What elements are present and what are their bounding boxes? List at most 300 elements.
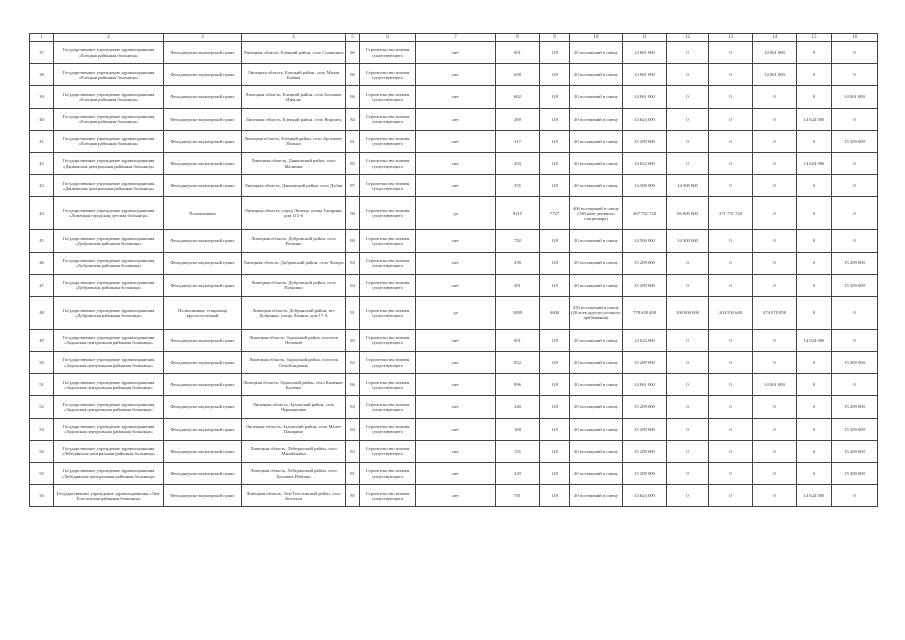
- table-cell: Государственное учреждение здравоохранения «Задонская центральная районная больница»: [54, 329, 164, 351]
- table-cell: 15 209 000: [623, 130, 667, 152]
- table-cell: 0: [667, 396, 709, 418]
- table-cell: Государственное учреждение здравоохранения «Добровская районная больница»: [54, 252, 164, 274]
- table-cell: Липецкая область, Добровский район, село Чичера: [242, 252, 346, 274]
- table-cell: 0: [667, 485, 709, 507]
- table-row: [30, 374, 878, 396]
- table-cell: 20 посещений в смену: [570, 396, 623, 418]
- table-cell: 20 посещений в смену: [570, 374, 623, 396]
- table-cell: 0: [709, 485, 753, 507]
- table-body: [30, 34, 878, 507]
- table-cell: 0: [709, 230, 753, 252]
- table-cell: Липецкая область, Елецкий район, село Воронец: [242, 108, 346, 130]
- table-cell: Строительство взамен существующего: [360, 352, 416, 374]
- table-cell: 118: [540, 274, 570, 296]
- table-cell: 42: [30, 152, 54, 174]
- table-row: [30, 296, 878, 329]
- table-cell: 118: [540, 64, 570, 86]
- table-cell: Строительство взамен существующего: [360, 152, 416, 174]
- table-cell: 14 624 000: [797, 485, 832, 507]
- table-cell: Поликлиника, стационар круглосуточный: [164, 296, 242, 329]
- table-cell: 0: [832, 485, 878, 507]
- table-cell: 83: [346, 418, 360, 440]
- table-cell: нет: [416, 440, 496, 462]
- table-cell: 55: [30, 463, 54, 485]
- table-cell: 20 посещений в смену: [570, 418, 623, 440]
- column-number: 11: [623, 34, 667, 42]
- table-cell: 0: [667, 252, 709, 274]
- table-cell: 0: [797, 274, 832, 296]
- table-cell: 37: [30, 42, 54, 64]
- table-cell: Строительство взамен существующего: [360, 485, 416, 507]
- table-cell: 14 624 000: [623, 329, 667, 351]
- table-cell: 258: [496, 252, 540, 274]
- table-cell: 50: [30, 352, 54, 374]
- table-cell: 15 209 000: [623, 252, 667, 274]
- table-cell: Строительство взамен существующего: [360, 329, 416, 351]
- table-cell: 14 624 000: [797, 108, 832, 130]
- table-row: [30, 418, 878, 440]
- table-row: [30, 130, 878, 152]
- table-cell: 0: [832, 175, 878, 197]
- table-cell: 20 посещений в смену: [570, 130, 623, 152]
- table-cell: Липецкая область, Задонский район, село Чернышовка: [242, 396, 346, 418]
- column-number: 12: [667, 34, 709, 42]
- table-cell: 0: [709, 440, 753, 462]
- table-cell: 20 посещений в смену: [570, 64, 623, 86]
- table-cell: 0: [667, 463, 709, 485]
- table-cell: Липецкая область, Елецкий район, село Малая Боёвка: [242, 64, 346, 86]
- table-cell: 0: [832, 64, 878, 86]
- data-table: [29, 33, 878, 507]
- table-cell: 86: [346, 42, 360, 64]
- table-cell: 0: [797, 252, 832, 274]
- table-cell: 0: [832, 42, 878, 64]
- table-cell: 0: [709, 108, 753, 130]
- table-cell: нет: [416, 152, 496, 174]
- table-cell: Строительство взамен существующего: [360, 418, 416, 440]
- table-cell: 0: [753, 152, 797, 174]
- table-cell: 15 209 000: [623, 396, 667, 418]
- table-cell: 14 061 000: [753, 374, 797, 396]
- table-cell: Липецкая область, Данковский район, село Дубки: [242, 175, 346, 197]
- table-cell: 20 посещений в смену: [570, 252, 623, 274]
- table-cell: нет: [416, 252, 496, 274]
- table-cell: 0: [709, 274, 753, 296]
- table-cell: 0: [797, 396, 832, 418]
- table-cell: 44: [30, 197, 54, 230]
- table-cell: 84: [346, 274, 360, 296]
- table-cell: 0: [709, 418, 753, 440]
- table-cell: 85: [346, 485, 360, 507]
- table-cell: 14 061 000: [753, 42, 797, 64]
- table-cell: 14 624 000: [623, 108, 667, 130]
- table-cell: Липецкая область, Лебедянский район, село Михайловка: [242, 440, 346, 462]
- table-cell: Липецкая область, Елецкий район, село Солнечное: [242, 42, 346, 64]
- table-row: [30, 396, 878, 418]
- table-cell: Липецкая область, Задонский район, село Малое Панарино: [242, 418, 346, 440]
- table-cell: 118: [540, 152, 570, 174]
- table-cell: 0: [797, 418, 832, 440]
- table-row: [30, 440, 878, 462]
- table-cell: 0: [667, 374, 709, 396]
- table-cell: Фельдшерско-акушерский пункт: [164, 64, 242, 86]
- table-cell: 83: [346, 396, 360, 418]
- table-cell: нет: [416, 108, 496, 130]
- table-cell: 0: [667, 152, 709, 174]
- table-cell: 0: [667, 64, 709, 86]
- table-cell: 602: [496, 86, 540, 108]
- table-row: [30, 42, 878, 64]
- table-cell: 317: [496, 130, 540, 152]
- table-cell: 0: [797, 463, 832, 485]
- table-cell: 47: [30, 274, 54, 296]
- table-cell: 14 500 000: [623, 230, 667, 252]
- table-cell: Строительство взамен существующего: [360, 463, 416, 485]
- table-cell: 118: [540, 42, 570, 64]
- table-cell: 0: [753, 274, 797, 296]
- table-cell: Фельдшерско-акушерский пункт: [164, 440, 242, 462]
- table-cell: 14 624 000: [797, 329, 832, 351]
- table-cell: 20 посещений в смену: [570, 485, 623, 507]
- table-cell: Фельдшерско-акушерский пункт: [164, 42, 242, 64]
- table-cell: 15 209 000: [832, 274, 878, 296]
- table-cell: 49: [30, 329, 54, 351]
- table-cell: 0: [753, 463, 797, 485]
- table-row: [30, 197, 878, 230]
- table-cell: 118: [540, 329, 570, 351]
- table-cell: 20 посещений в смену: [570, 152, 623, 174]
- table-cell: 335: [496, 175, 540, 197]
- table-cell: 15 209 000: [832, 396, 878, 418]
- table-cell: 0: [797, 440, 832, 462]
- table-cell: 491: [496, 274, 540, 296]
- table-cell: 14 061 000: [623, 374, 667, 396]
- column-number: 8: [496, 34, 540, 42]
- table-cell: Поликлиника: [164, 197, 242, 230]
- table-cell: 20 посещений в смену: [570, 42, 623, 64]
- table-cell: 80: [346, 230, 360, 252]
- table-cell: 0: [797, 230, 832, 252]
- table-cell: Фельдшерско-акушерский пункт: [164, 274, 242, 296]
- table-cell: 792: [496, 230, 540, 252]
- table-cell: нет: [416, 274, 496, 296]
- table-cell: 155: [496, 440, 540, 462]
- table-cell: Строительство взамен существующего: [360, 175, 416, 197]
- table-cell: Строительство взамен существующего: [360, 86, 416, 108]
- table-cell: 0: [709, 175, 753, 197]
- table-cell: 118: [540, 352, 570, 374]
- table-cell: Государственное учреждение здравоохранения «Лев-Толстовская районная больница»: [54, 485, 164, 507]
- table-cell: 83: [346, 352, 360, 374]
- table-cell: 0: [753, 418, 797, 440]
- table-cell: 118: [540, 485, 570, 507]
- table-cell: Государственное учреждение здравоохранения «Добринская районная больница»: [54, 296, 164, 329]
- table-cell: 7727: [540, 197, 570, 230]
- table-cell: 250 посещений в смену (20 коек круглосуточного пребывания): [570, 296, 623, 329]
- table-cell: Государственное учреждение здравоохранения «Елецкая районная больница»: [54, 64, 164, 86]
- table-cell: 83: [346, 329, 360, 351]
- table-cell: нет: [416, 352, 496, 374]
- table-cell: Фельдшерско-акушерский пункт: [164, 463, 242, 485]
- table-cell: 0: [832, 197, 878, 230]
- table-cell: 0: [667, 418, 709, 440]
- table-cell: 118: [540, 130, 570, 152]
- table-cell: 14 624 000: [623, 485, 667, 507]
- table-row: [30, 485, 878, 507]
- table-cell: 0: [797, 130, 832, 152]
- column-number: 2: [54, 34, 164, 42]
- table-cell: 20 посещений в смену: [570, 230, 623, 252]
- table-cell: 467 751 720: [623, 197, 667, 230]
- table-row: [30, 252, 878, 274]
- table-cell: 0: [709, 86, 753, 108]
- column-number: 10: [570, 34, 623, 42]
- table-cell: 56: [30, 485, 54, 507]
- table-cell: 0: [753, 175, 797, 197]
- table-cell: 14 061 000: [832, 86, 878, 108]
- table-cell: 0: [709, 152, 753, 174]
- table-row: [30, 352, 878, 374]
- table-cell: 15 209 000: [832, 130, 878, 152]
- table-cell: Государственное учреждение здравоохранения «Задонская центральная районная больница»: [54, 352, 164, 374]
- table-row: [30, 64, 878, 86]
- table-cell: Липецкая область, Задонский район, село Каменка-Казачье: [242, 374, 346, 396]
- table-row: [30, 108, 878, 130]
- table-cell: 118: [540, 440, 570, 462]
- table-cell: Фельдшерско-акушерский пункт: [164, 396, 242, 418]
- table-cell: 400 посещений в смену (180 коек дневного стационара): [570, 197, 623, 230]
- table-cell: 52: [30, 396, 54, 418]
- table-cell: Фельдшерско-акушерский пункт: [164, 485, 242, 507]
- table-cell: Липецкая область, Лебедянский район, село Большие Избищи: [242, 463, 346, 485]
- table-cell: 0: [709, 64, 753, 86]
- table-cell: 169: [496, 418, 540, 440]
- table-cell: нет: [416, 64, 496, 86]
- table-cell: 852: [496, 352, 540, 374]
- column-number: 13: [709, 34, 753, 42]
- table-cell: 0: [753, 396, 797, 418]
- table-cell: 91: [346, 296, 360, 329]
- table-cell: 9215: [496, 197, 540, 230]
- table-cell: Фельдшерско-акушерский пункт: [164, 252, 242, 274]
- table-cell: 118: [540, 374, 570, 396]
- table-cell: 84: [346, 108, 360, 130]
- table-cell: 3899: [496, 296, 540, 329]
- table-cell: 83: [346, 440, 360, 462]
- table-cell: 901: [496, 329, 540, 351]
- table-cell: Строительство взамен существующего: [360, 396, 416, 418]
- table-cell: 0: [667, 440, 709, 462]
- table-cell: 118: [540, 252, 570, 274]
- table-cell: Государственное учреждение здравоохранения «Данковская центральная районная больница»: [54, 175, 164, 197]
- column-number: 3: [164, 34, 242, 42]
- table-cell: 20 посещений в смену: [570, 440, 623, 462]
- table-cell: Государственное учреждение здравоохранения «Лебедянская центральная районная больница»: [54, 440, 164, 462]
- table-cell: 14 500 000: [623, 175, 667, 197]
- table-cell: 20 посещений в смену: [570, 108, 623, 130]
- table-cell: 15 209 000: [623, 463, 667, 485]
- table-cell: Фельдшерско-акушерский пункт: [164, 329, 242, 351]
- table-cell: 48: [30, 296, 54, 329]
- table-cell: Государственное учреждение здравоохранения «Елецкая районная больница»: [54, 108, 164, 130]
- table-cell: нет: [416, 329, 496, 351]
- table-cell: нет: [416, 175, 496, 197]
- table-cell: Строительство взамен существующего: [360, 42, 416, 64]
- table-cell: Фельдшерско-акушерский пункт: [164, 130, 242, 152]
- table-cell: 0: [832, 329, 878, 351]
- table-cell: 86: [346, 64, 360, 86]
- table-cell: нет: [416, 418, 496, 440]
- table-cell: 0: [667, 130, 709, 152]
- table-cell: 0: [709, 463, 753, 485]
- table-cell: Фельдшерско-акушерский пункт: [164, 230, 242, 252]
- table-cell: 658: [496, 64, 540, 86]
- table-cell: 329: [496, 463, 540, 485]
- table-cell: 0: [797, 197, 832, 230]
- table-cell: 474 078 850: [753, 296, 797, 329]
- table-cell: 0: [709, 252, 753, 274]
- table-cell: 14 061 000: [623, 64, 667, 86]
- table-cell: 86: [346, 374, 360, 396]
- table-cell: 0: [797, 64, 832, 86]
- table-cell: Строительство взамен существующего: [360, 274, 416, 296]
- table-cell: 0: [753, 440, 797, 462]
- table-cell: 81: [346, 130, 360, 152]
- table-cell: Фельдшерско-акушерский пункт: [164, 86, 242, 108]
- column-number: 4: [242, 34, 346, 42]
- column-number: 1: [30, 34, 54, 42]
- table-cell: Государственное учреждение здравоохранения «Задонская центральная районная больница»: [54, 418, 164, 440]
- table-cell: 0: [667, 352, 709, 374]
- table-row: [30, 274, 878, 296]
- table-cell: 15 209 000: [832, 440, 878, 462]
- table-cell: Государственное учреждение здравоохранения «Елецкая районная больница»: [54, 130, 164, 152]
- table-cell: 20 посещений в смену: [570, 175, 623, 197]
- table-cell: 0: [753, 108, 797, 130]
- table-cell: 83: [346, 252, 360, 274]
- column-number: 6: [360, 34, 416, 42]
- table-cell: 0: [709, 396, 753, 418]
- table-cell: 0: [753, 86, 797, 108]
- table-cell: 4000: [540, 296, 570, 329]
- table-cell: 90: [346, 197, 360, 230]
- table-cell: 0: [797, 175, 832, 197]
- table-cell: Липецкая область, Добровский район, село Пушкино: [242, 274, 346, 296]
- table-cell: 45: [30, 230, 54, 252]
- table-cell: Строительство взамен существующего: [360, 296, 416, 329]
- table-cell: 96 000 000: [667, 197, 709, 230]
- table-cell: 0: [709, 130, 753, 152]
- table-cell: 781: [496, 485, 540, 507]
- table-cell: 0: [797, 296, 832, 329]
- table-cell: Государственное учреждение здравоохранения «Добровская районная больница»: [54, 230, 164, 252]
- table-cell: 39: [30, 86, 54, 108]
- table-cell: Липецкая область, Елецкий район, село Аргамачь-Пальна: [242, 130, 346, 152]
- table-cell: 0: [797, 352, 832, 374]
- table-cell: 118: [540, 463, 570, 485]
- table-cell: Липецкая область, Лев-Толстовский район, село Золотуха: [242, 485, 346, 507]
- table-cell: Государственное учреждение здравоохранения «Липецкая городская детская больница»: [54, 197, 164, 230]
- table-cell: Фельдшерско-акушерский пункт: [164, 152, 242, 174]
- table-cell: 0: [832, 296, 878, 329]
- table-cell: 46: [30, 252, 54, 274]
- table-cell: 14 061 000: [623, 86, 667, 108]
- table-cell: 53: [30, 418, 54, 440]
- table-cell: Фельдшерско-акушерский пункт: [164, 352, 242, 374]
- table-cell: 15 209 000: [832, 252, 878, 274]
- table-cell: 15 209 000: [832, 418, 878, 440]
- table-row: [30, 152, 878, 174]
- table-cell: нет: [416, 374, 496, 396]
- table-cell: Строительство взамен существующего: [360, 374, 416, 396]
- table-cell: нет: [416, 42, 496, 64]
- table-cell: Государственное учреждение здравоохранения «Лебедянская центральная районная больница»: [54, 463, 164, 485]
- table-cell: 118: [540, 175, 570, 197]
- table-cell: Липецкая область, Елецкий район, село Большие Извалы: [242, 86, 346, 108]
- table-cell: Строительство взамен существующего: [360, 64, 416, 86]
- table-cell: 0: [832, 374, 878, 396]
- column-number: 5: [346, 34, 360, 42]
- column-number: 16: [832, 34, 878, 42]
- table-cell: 203: [496, 152, 540, 174]
- table-cell: 14 624 000: [797, 152, 832, 174]
- table-cell: Фельдшерско-акушерский пункт: [164, 108, 242, 130]
- table-row: [30, 329, 878, 351]
- table-cell: 15 209 000: [623, 440, 667, 462]
- table-row: [30, 175, 878, 197]
- table-cell: 0: [753, 197, 797, 230]
- table-cell: 20 посещений в смену: [570, 352, 623, 374]
- table-cell: 896: [496, 374, 540, 396]
- table-cell: 87: [346, 175, 360, 197]
- column-number: 15: [797, 34, 832, 42]
- table-cell: 0: [667, 274, 709, 296]
- table-cell: 0: [667, 108, 709, 130]
- table-cell: 0: [797, 42, 832, 64]
- table-cell: Строительство взамен существующего: [360, 108, 416, 130]
- table-cell: 15 209 000: [832, 352, 878, 374]
- table-cell: нет: [416, 86, 496, 108]
- table-cell: Строительство взамен существующего: [360, 230, 416, 252]
- table-cell: 0: [797, 374, 832, 396]
- table-cell: 15 209 000: [623, 418, 667, 440]
- table-cell: 0: [753, 252, 797, 274]
- table-cell: 0: [753, 230, 797, 252]
- table-cell: Строительство взамен существующего: [360, 130, 416, 152]
- column-number: 14: [753, 34, 797, 42]
- column-number: 9: [540, 34, 570, 42]
- table-cell: 20 посещений в смену: [570, 329, 623, 351]
- table-cell: 118: [540, 86, 570, 108]
- table-cell: 81: [346, 463, 360, 485]
- table-cell: 15 209 000: [832, 463, 878, 485]
- table-cell: 0: [709, 329, 753, 351]
- table-cell: 269: [496, 108, 540, 130]
- table-cell: Государственное учреждение здравоохранения «Добровская районная больница»: [54, 274, 164, 296]
- table-cell: Государственное учреждение здравоохранения «Данковская центральная районная больница»: [54, 152, 164, 174]
- table-row: [30, 230, 878, 252]
- table-cell: Липецкая область, Задонский район, поселок Полевой: [242, 329, 346, 351]
- table-cell: Государственное учреждение здравоохранения «Елецкая районная больница»: [54, 42, 164, 64]
- table-cell: 0: [709, 352, 753, 374]
- table-cell: нет: [416, 396, 496, 418]
- table-cell: 0: [832, 230, 878, 252]
- table-cell: 38: [30, 64, 54, 86]
- table-cell: да: [416, 197, 496, 230]
- table-cell: 0: [667, 42, 709, 64]
- table-cell: 40: [30, 108, 54, 130]
- table-cell: Строительство взамен существующего: [360, 197, 416, 230]
